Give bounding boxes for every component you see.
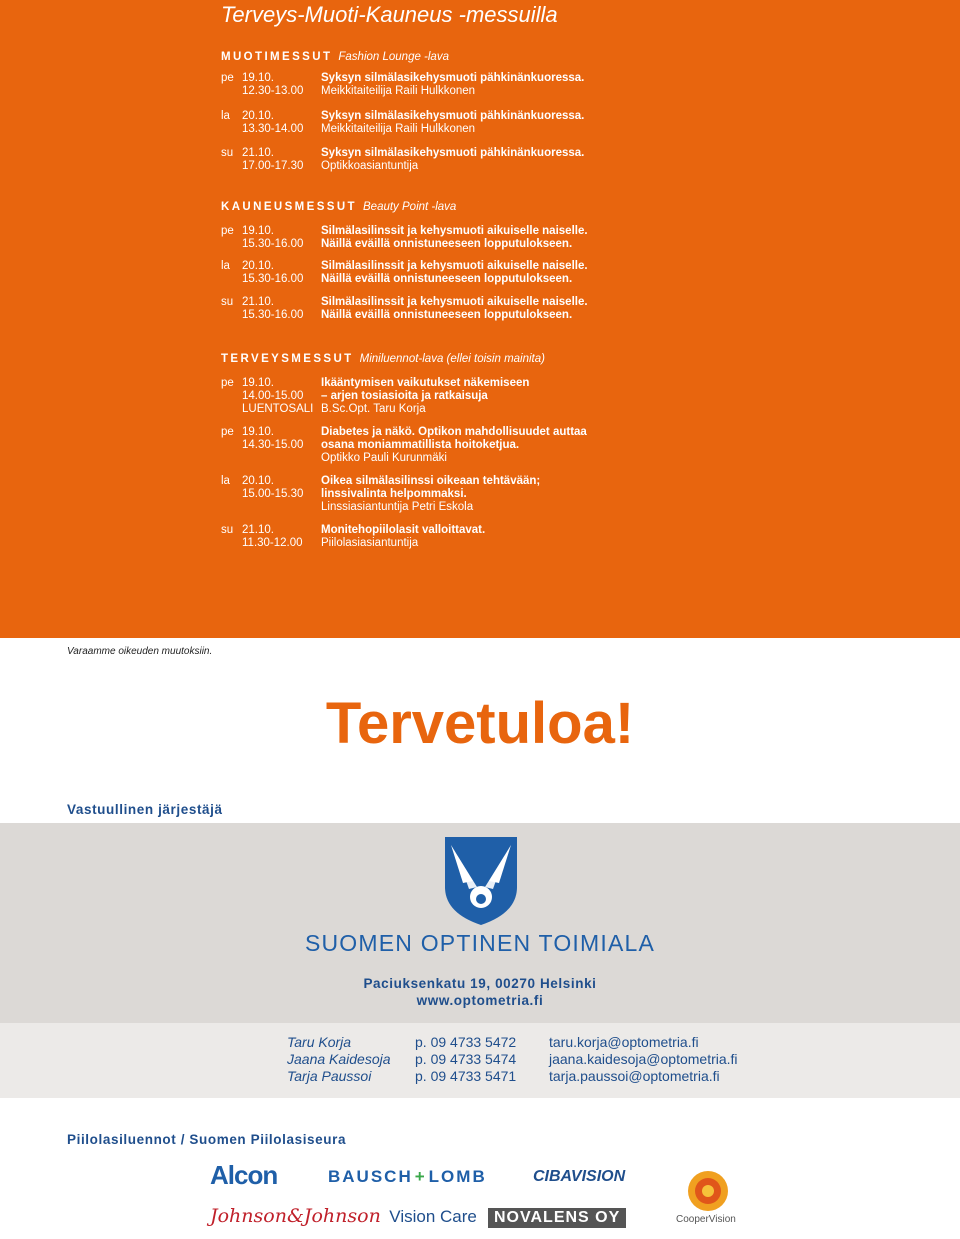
contact-name: Tarja Paussoi [287, 1068, 372, 1084]
johnson-johnson-logo [210, 1205, 477, 1227]
program-title: Terveys-Muoti-Kauneus -messuilla [221, 2, 558, 27]
entry-line: Näillä eväillä onnistuneeseen lopputulokseen. [321, 309, 573, 321]
cooper-vision-logo: CooperVision [676, 1214, 736, 1225]
entry-line: Meikkitaiteilija Raili Hulkkonen [321, 123, 476, 135]
cooper-vision-emblem-icon [687, 1170, 729, 1212]
organizer-heading: Vastuullinen järjestäjä [67, 802, 223, 817]
plus-icon: + [414, 1167, 427, 1186]
entry-day: la [221, 260, 230, 272]
section-header-muotimessut [221, 51, 449, 63]
entry-line: B.Sc.Opt. Taru Korja [321, 403, 426, 415]
entry-day: la [221, 475, 230, 487]
entry-time: 15.30-16.00 [242, 238, 304, 250]
entry-line: – arjen tosiasioita ja ratkaisuja [321, 390, 488, 402]
entry-line: Piilolasiasiantuntija [321, 537, 419, 549]
section-sub: Beauty Point -lava [363, 201, 457, 213]
entry-date: 19.10. [242, 377, 274, 389]
entry-date: 20.10. [242, 475, 274, 487]
entry-day: su [221, 524, 234, 536]
entry-day: la [221, 110, 230, 122]
ciba-vision-logo: CIBAVISION [533, 1168, 626, 1185]
organization-emblem-icon [443, 835, 519, 927]
organization-address: Paciuksenkatu 19, 00270 Helsinki [363, 976, 597, 991]
novalens-logo: NOVALENS OY [488, 1208, 626, 1228]
entry-time: 14.00-15.00 [242, 390, 304, 402]
section-sub: Fashion Lounge -lava [338, 51, 449, 63]
section-label: KAUNEUSMESSUT [221, 201, 357, 213]
organization-name: SUOMEN OPTINEN TOIMIALA [304, 930, 656, 956]
organization-website-link[interactable]: www.optometria.fi [416, 993, 544, 1008]
entry-time: 15.00-15.30 [242, 488, 304, 500]
entry-time: 13.30-14.00 [242, 123, 304, 135]
section-sub: Miniluennot-lava (ellei toisin mainita) [359, 353, 545, 365]
entry-line: Meikkitaiteilija Raili Hulkkonen [321, 85, 476, 97]
entry-date: 19.10. [242, 72, 274, 84]
contact-name: Jaana Kaidesoja [287, 1051, 391, 1067]
entry-day: pe [221, 225, 234, 237]
entry-date: 21.10. [242, 524, 274, 536]
entry-line: Syksyn silmälasikehysmuoti pähkinänkuoressa. [321, 147, 585, 159]
disclaimer-note: Varaamme oikeuden muutoksiin. [67, 646, 213, 657]
entry-date: 21.10. [242, 296, 274, 308]
entry-line: Silmälasilinssit ja kehysmuoti aikuiselle naiselle. [321, 296, 588, 308]
contact-email-link[interactable]: jaana.kaidesoja@optometria.fi [549, 1051, 738, 1067]
entry-line: Ikääntymisen vaikutukset näkemiseen [321, 377, 530, 389]
entry-date: 21.10. [242, 147, 274, 159]
entry-time: 15.30-16.00 [242, 309, 304, 321]
entry-day: su [221, 296, 234, 308]
entry-date: 19.10. [242, 426, 274, 438]
entry-line: Syksyn silmälasikehysmuoti pähkinänkuoressa. [321, 110, 585, 122]
lomb-text: LOMB [428, 1167, 487, 1186]
jj-script: Johnson&Johnson [210, 1205, 381, 1227]
entry-line: Oikea silmälasilinssi oikeaan tehtävään; [321, 475, 541, 487]
entry-time: 14.30-15.00 [242, 439, 304, 451]
jj-suffix: Vision Care [389, 1207, 477, 1226]
alcon-logo: Alcon [210, 1160, 278, 1190]
entry-time: 17.00-17.30 [242, 160, 304, 172]
section-header-terveysmessut [221, 353, 545, 365]
entry-line: Optikko Pauli Kurunmäki [321, 452, 447, 464]
entry-line: Näillä eväillä onnistuneeseen lopputulokseen. [321, 273, 573, 285]
entry-date: 20.10. [242, 110, 274, 122]
entry-date: 20.10. [242, 260, 274, 272]
section-header-kauneusmessut [221, 201, 456, 213]
entry-line: Silmälasilinssit ja kehysmuoti aikuiselle naiselle. [321, 260, 588, 272]
bausch-text: BAUSCH [328, 1167, 413, 1186]
section-label: MUOTIMESSUT [221, 51, 333, 63]
entry-line: Syksyn silmälasikehysmuoti pähkinänkuoressa. [321, 72, 585, 84]
contact-email-link[interactable]: taru.korja@optometria.fi [549, 1034, 699, 1050]
entry-day: pe [221, 72, 234, 84]
entry-line: osana moniammatillista hoitoketjua. [321, 439, 520, 451]
contact-phone: p. 09 4733 5471 [415, 1068, 517, 1084]
entry-time: 15.30-16.00 [242, 273, 304, 285]
entry-time: 12.30-13.00 [242, 85, 304, 97]
entry-time: 11.30-12.00 [242, 537, 303, 549]
entry-line: Linssiasiantuntija Petri Eskola [321, 501, 474, 513]
contact-row [287, 1034, 887, 1051]
contact-email-link[interactable]: tarja.paussoi@optometria.fi [549, 1068, 720, 1084]
contact-name: Taru Korja [287, 1034, 352, 1050]
entry-day: pe [221, 377, 234, 389]
entry-line: Optikkoasiantuntija [321, 160, 419, 172]
contact-row [287, 1068, 887, 1085]
contact-phone: p. 09 4733 5474 [415, 1051, 517, 1067]
entry-date: 19.10. [242, 225, 274, 237]
bausch-lomb-logo [328, 1167, 487, 1187]
entry-line: Diabetes ja näkö. Optikon mahdollisuudet auttaa [321, 426, 587, 438]
entry-line: Näillä eväillä onnistuneeseen lopputulokseen. [321, 238, 573, 250]
entry-line: linssivalinta helpommaksi. [321, 488, 467, 500]
entry-day: su [221, 147, 234, 159]
contact-phone: p. 09 4733 5472 [415, 1034, 517, 1050]
welcome-heading: Tervetuloa! [325, 691, 635, 756]
entry-venue: LUENTOSALI [242, 403, 314, 415]
section-label: TERVEYSMESSUT [221, 353, 354, 365]
sponsors-heading: Piilolasiluennot / Suomen Piilolasiseura [67, 1132, 347, 1147]
entry-line: Silmälasilinssit ja kehysmuoti aikuiselle naiselle. [321, 225, 588, 237]
contact-row [287, 1051, 887, 1068]
entry-day: pe [221, 426, 234, 438]
entry-line: Monitehopiilolasit valloittavat. [321, 524, 486, 536]
